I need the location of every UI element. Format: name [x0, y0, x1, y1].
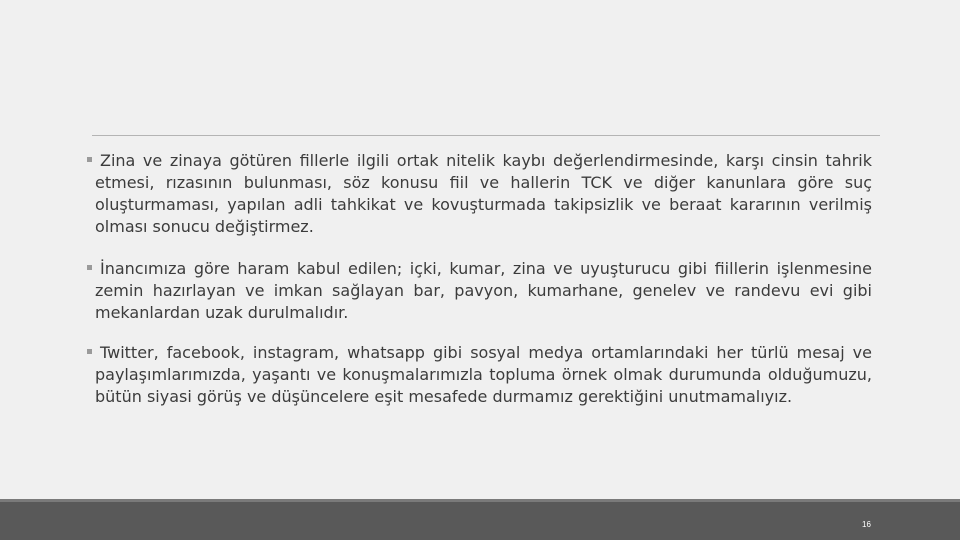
square-bullet-icon [87, 265, 92, 270]
square-bullet-icon [87, 157, 92, 162]
bullet-text: İnancımıza göre haram kabul edilen; içki, kumar, zina ve uyuşturucu gibi fiillerin işlenmesine zemin hazırlayan ve imkan sağlayan bar, pavyon, kumarhane, genelev ve randevu evi gibi mekanlardan uzak durulmalıdır. [95, 259, 872, 322]
slide-content [88, 150, 872, 428]
footer-bar [0, 499, 960, 540]
page-number: 16 [862, 520, 871, 529]
footer-accent-strip [0, 499, 960, 502]
bullet-item [88, 150, 872, 238]
bullet-text: Twitter, facebook, instagram, whatsapp gibi sosyal medya ortamlarındaki her türlü mesaj ve paylaşımlarımızda, yaşantı ve konuşmalarımızla topluma örnek olmak durumunda olduğumuzu, bütün siyasi görüş ve düşüncelere eşit mesafede durmamız gerektiğini unutmamalıyız. [95, 343, 872, 406]
bullet-item [88, 258, 872, 324]
bullet-item [88, 342, 872, 408]
square-bullet-icon [87, 349, 92, 354]
title-divider [92, 135, 880, 136]
bullet-text: Zina ve zinaya götüren fillerle ilgili ortak nitelik kaybı değerlendirmesinde, karşı cinsin tahrik etmesi, rızasının bulunması, söz konusu fiil ve hallerin TCK ve diğer kanunlara göre suç oluşturmaması, yapılan adli tahkikat ve kovuşturmada takipsizlik ve beraat kararının verilmiş olması sonucu değiştirmez. [95, 151, 872, 236]
